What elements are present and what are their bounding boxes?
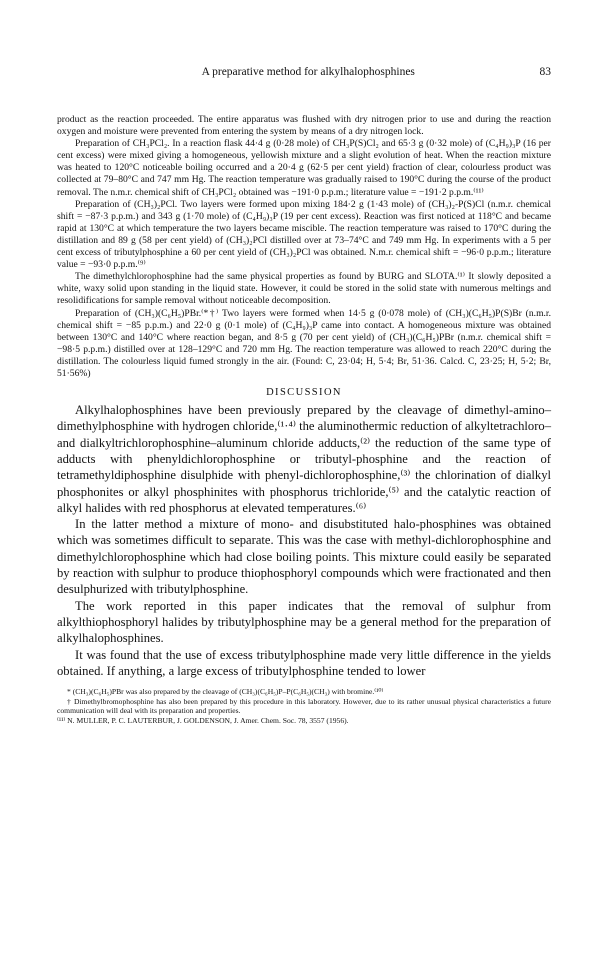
experimental-section <box>57 114 551 380</box>
section-heading: DISCUSSION <box>266 387 342 399</box>
paragraph: It was found that the use of excess tributylphosphine made very little difference in the yields obtained. If anything, a large excess of tributylphosphine tended to lower <box>57 647 551 678</box>
page <box>57 66 551 725</box>
footnote: * (CH₃)(C₆H₅)PBr was also prepared by the cleavage of (CH₃)(C₆H₅)P–P(C₆H₅)(CH₃) with bromine.⁽¹⁰⁾ <box>67 687 384 697</box>
paragraph: The work reported in this paper indicates that the removal of sulphur from alkylthiophosphoryl halides by tributylphosphine may be a general method for the preparation of alkylhalophosphines. <box>57 598 551 646</box>
page-number: 83 <box>539 66 551 78</box>
paragraph-prep-ch3pcl2: Preparation of CH₃PCl₂. In a reaction flask 44·4 g (0·28 mole) of CH₃P(S)Cl₂ and 65·3 g (0·32 mole) of (C₄H₉)₃P (16 per cent excess) were mixed giving a homogeneous, yellowish mixture and a slight evolution of heat. When the reaction mixture was heated to 120°C noticeable boiling occurred and a 20·4 g (62·5 per cent yield) fraction of clear, colourless product was collected at 79–80°C and 747 mm Hg. The reaction temperature was gradually raised to 190°C during the course of the product removal. The n.m.r. chemical shift of CH₃PCl₂ obtained was −191·0 p.p.m.; literature value = −191·2 p.p.m.⁽¹¹⁾ <box>57 138 551 198</box>
paragraph-prep-ch3-c6h5-pbr: Preparation of (CH₃)(C₆H₅)PBr.⁽*†⁾ Two layers were formed when 14·5 g (0·078 mole) of (CH₃)(C₆H₅)P(S)Br (n.m.r. chemical shift = −85 p.p.m.) and 22·0 g (0·1 mole) of (C₄H₉)₃P came into contact. A homogeneous mixture was obtained between 130°C and 140°C where reaction began, and 8·5 g (70 per cent yield) of (CH₃)(C₆H₅)PBr (n.m.r. chemical shift = −98·5 p.p.m.) distilled over at 128–129°C and 720 mm Hg. The reaction temperature was allowed to reach 220°C during the distillation. The colourless liquid fumed strongly in the air. (Found: C, 23·04; H, 5·4; Br, 51·36. Calcd. C, 23·25; H, 5·2; Br, 51·56%) <box>57 307 551 379</box>
footnote: † Dimethylbromophosphine has also been prepared by this procedure in this laboratory. However, due to its rather unusual physical characteristics a future communication will deal with its preparation and properties. <box>57 696 551 716</box>
footnotes <box>57 687 551 725</box>
running-header <box>57 66 551 88</box>
running-title: A preparative method for alkylhalophosphines <box>201 66 415 78</box>
paragraph: In the latter method a mixture of mono- and disubstituted halo-phosphines was obtained which was sometimes difficult to separate. This was the case with methyl-dichlorophosphine and dimethylchlorophosphine which had close boiling points. This mixture could easily be separated by reaction with sulphur to produce thiophosphoryl compounds which were fractionated and then desulphurized with tributylphosphine. <box>57 517 551 597</box>
paragraph: Alkylhalophosphines have been previously prepared by the cleavage of dimethyl-amino–dimethylphosphine with hydrogen chloride,⁽¹·⁴⁾ the aluminothermic reduction of alkyltetrachloro– and dialkyltrichlorophosphine–aluminum chloride adducts,⁽²⁾ the reduction of the same type of adducts with phenyldichlorophosphine or tributyl-phosphine and the reaction of tetramethyldiphosphine disulphide with phenyl-dichlorophosphine,⁽³⁾ the chlorination of dialkyl phosphonites or alkyl phosphinites with phosphorus trichloride,⁽⁵⁾ and the catalytic reaction of alkyl halides with red phosphorus at elevated temperatures.⁽⁶⁾ <box>57 403 551 515</box>
paragraph-prep-ch3-2-pcl: Preparation of (CH₃)₂PCl. Two layers were formed upon mixing 184·2 g (1·43 mole) of (CH₃)₂-P(S)Cl (n.m.r. chemical shift = −87·3 p.p.m.) and 343 g (1·70 mole) of (C₄H₉)₃P (19 per cent excess). Reaction was first noticed at 118°C and became rapid at 130°C at which temperature the two layers became miscible. The reaction temperature was raised to 170°C during the distillation and 89 g (58 per cent yield) of (CH₃)₂PCl distilled over at 73–74°C and 749 mm Hg. In experiments with a 5 per cent excess of tributylphosphine a 60 per cent yield of (CH₃)₂PCl was obtained. N.m.r. chemical shift = −96·0 p.p.m.; literature value = −93·0 p.p.m.⁽⁹⁾ <box>57 198 551 271</box>
paragraph: The dimethylchlorophosphine had the same physical properties as found by BURG and SLOTA.⁽¹⁾ It slowly deposited a white, waxy solid upon standing in the liquid state. However, it could be stored in the solid state with numerous meltings and resolidifications for sample removal without noticeable decomposition. <box>57 271 551 307</box>
reference: ⁽¹¹⁾ N. MULLER, P. C. LAUTERBUR, J. GOLDENSON, J. Amer. Chem. Soc. 78, 3557 (1956). <box>57 715 349 725</box>
discussion-section <box>57 402 551 679</box>
paragraph: product as the reaction proceeded. The entire apparatus was flushed with dry nitrogen prior to use and during the reaction oxygen and moisture were prevented from entering the system by means of a dry nitrogen lock. <box>57 114 551 138</box>
